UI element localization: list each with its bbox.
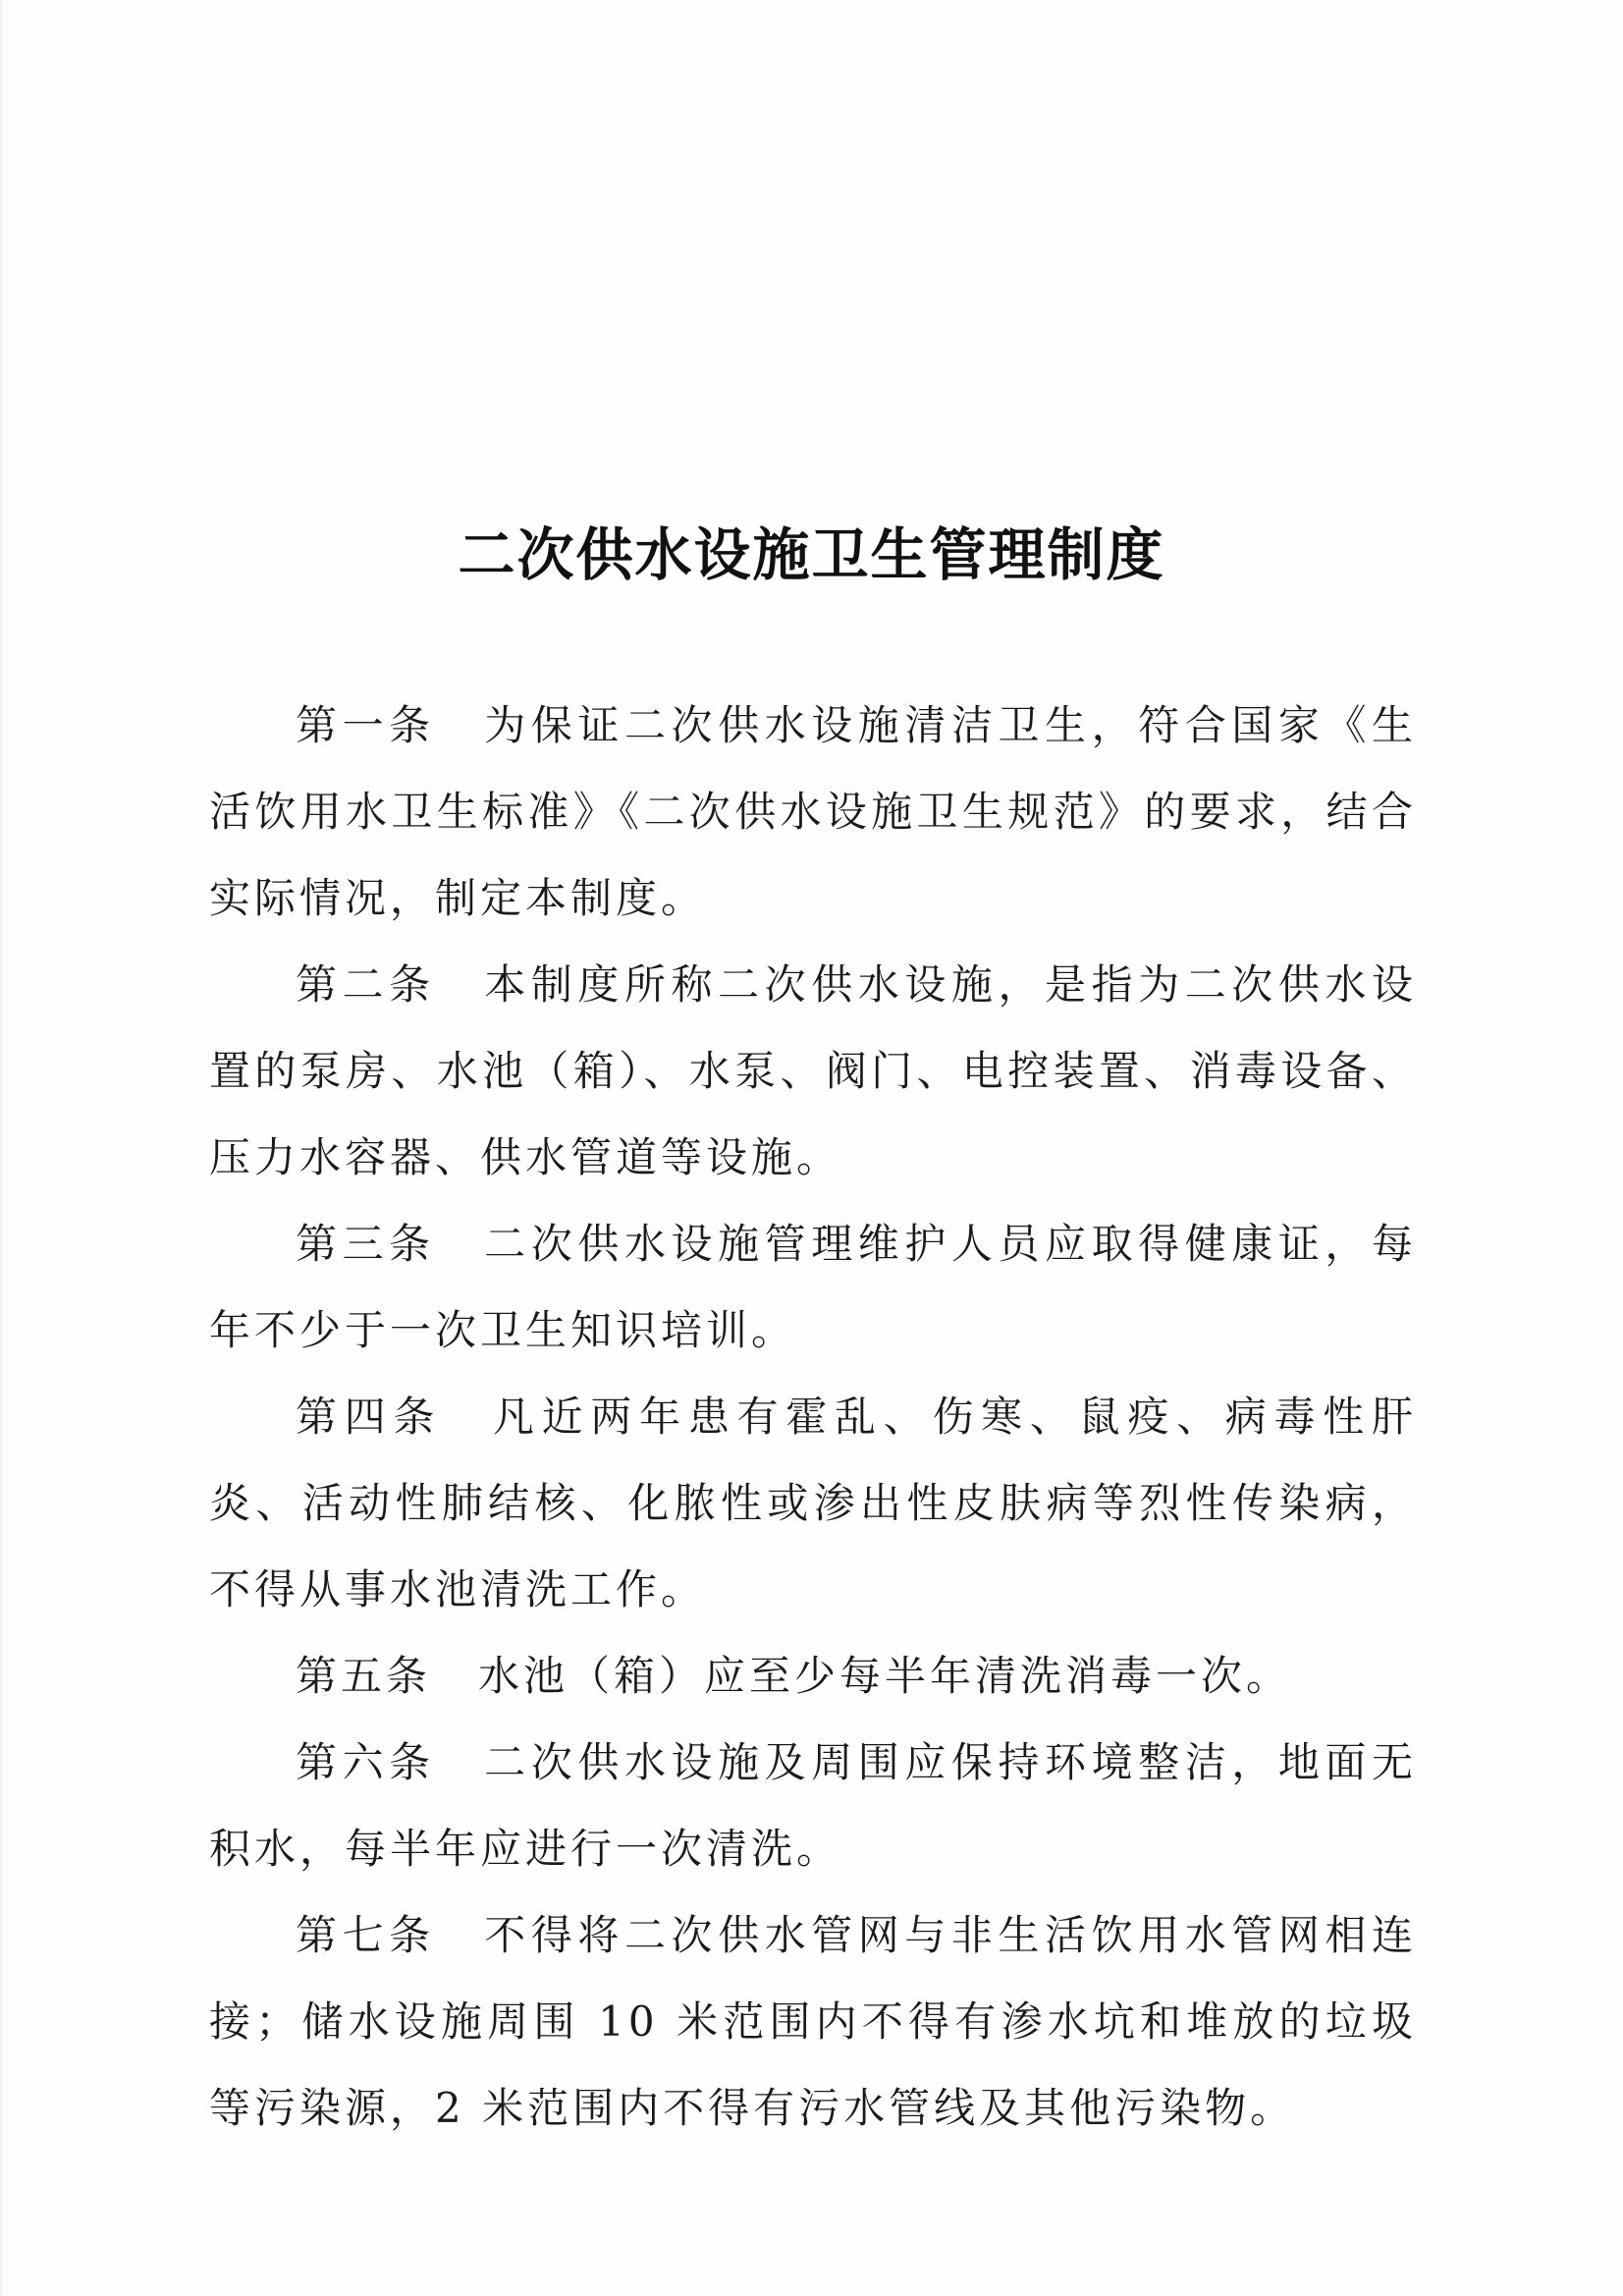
article-5 xyxy=(209,1633,1417,1720)
article-text: 为保证二次供水设施清洁卫生，符合国家《生活饮用水卫生标准》《二次供水设施卫生规范》的要求，结合实际情况，制定本制度。 xyxy=(209,701,1417,922)
article-number: 第七条 xyxy=(296,1911,436,1959)
article-number: 第四条 xyxy=(296,1393,443,1441)
article-6 xyxy=(209,1720,1417,1892)
article-text: 二次供水设施及周围应保持环境整洁，地面无积水，每半年应进行一次清洗。 xyxy=(209,1738,1417,1873)
article-text: 二次供水设施管理维护人员应取得健康证，每年不少于一次卫生知识培训。 xyxy=(209,1220,1417,1354)
article-number: 第六条 xyxy=(296,1738,436,1786)
article-text: 水池（箱）应至少每半年清洗消毒一次。 xyxy=(478,1652,1292,1700)
article-4 xyxy=(209,1374,1417,1633)
article-2 xyxy=(209,942,1417,1201)
article-text: 凡近两年患有霍乱、伤寒、鼠疫、病毒性肝炎、活动性肺结核、化脓性或渗出性皮肤病等烈性传染病，不得从事水池清洗工作。 xyxy=(209,1393,1417,1613)
article-number: 第三条 xyxy=(296,1220,436,1268)
article-number: 第五条 xyxy=(296,1652,432,1700)
article-7 xyxy=(209,1892,1417,2152)
article-number: 第二条 xyxy=(296,960,436,1009)
article-text: 不得将二次供水管网与非生活饮用水管网相连接；储水设施周围 10 米范围内不得有渗水坑和堆放的垃圾等污染源，2 米范围内不得有污水管线及其他污染物。 xyxy=(209,1911,1417,2132)
article-number: 第一条 xyxy=(296,701,436,749)
article-1 xyxy=(209,683,1417,942)
article-3 xyxy=(209,1201,1417,1374)
article-text: 本制度所称二次供水设施，是指为二次供水设置的泵房、水池（箱）、水泵、阀门、电控装置、消毒设备、压力水容器、供水管道等设施。 xyxy=(209,960,1417,1181)
document-body xyxy=(209,683,1417,2152)
document-title: 二次供水设施卫生管理制度 xyxy=(458,520,1165,588)
